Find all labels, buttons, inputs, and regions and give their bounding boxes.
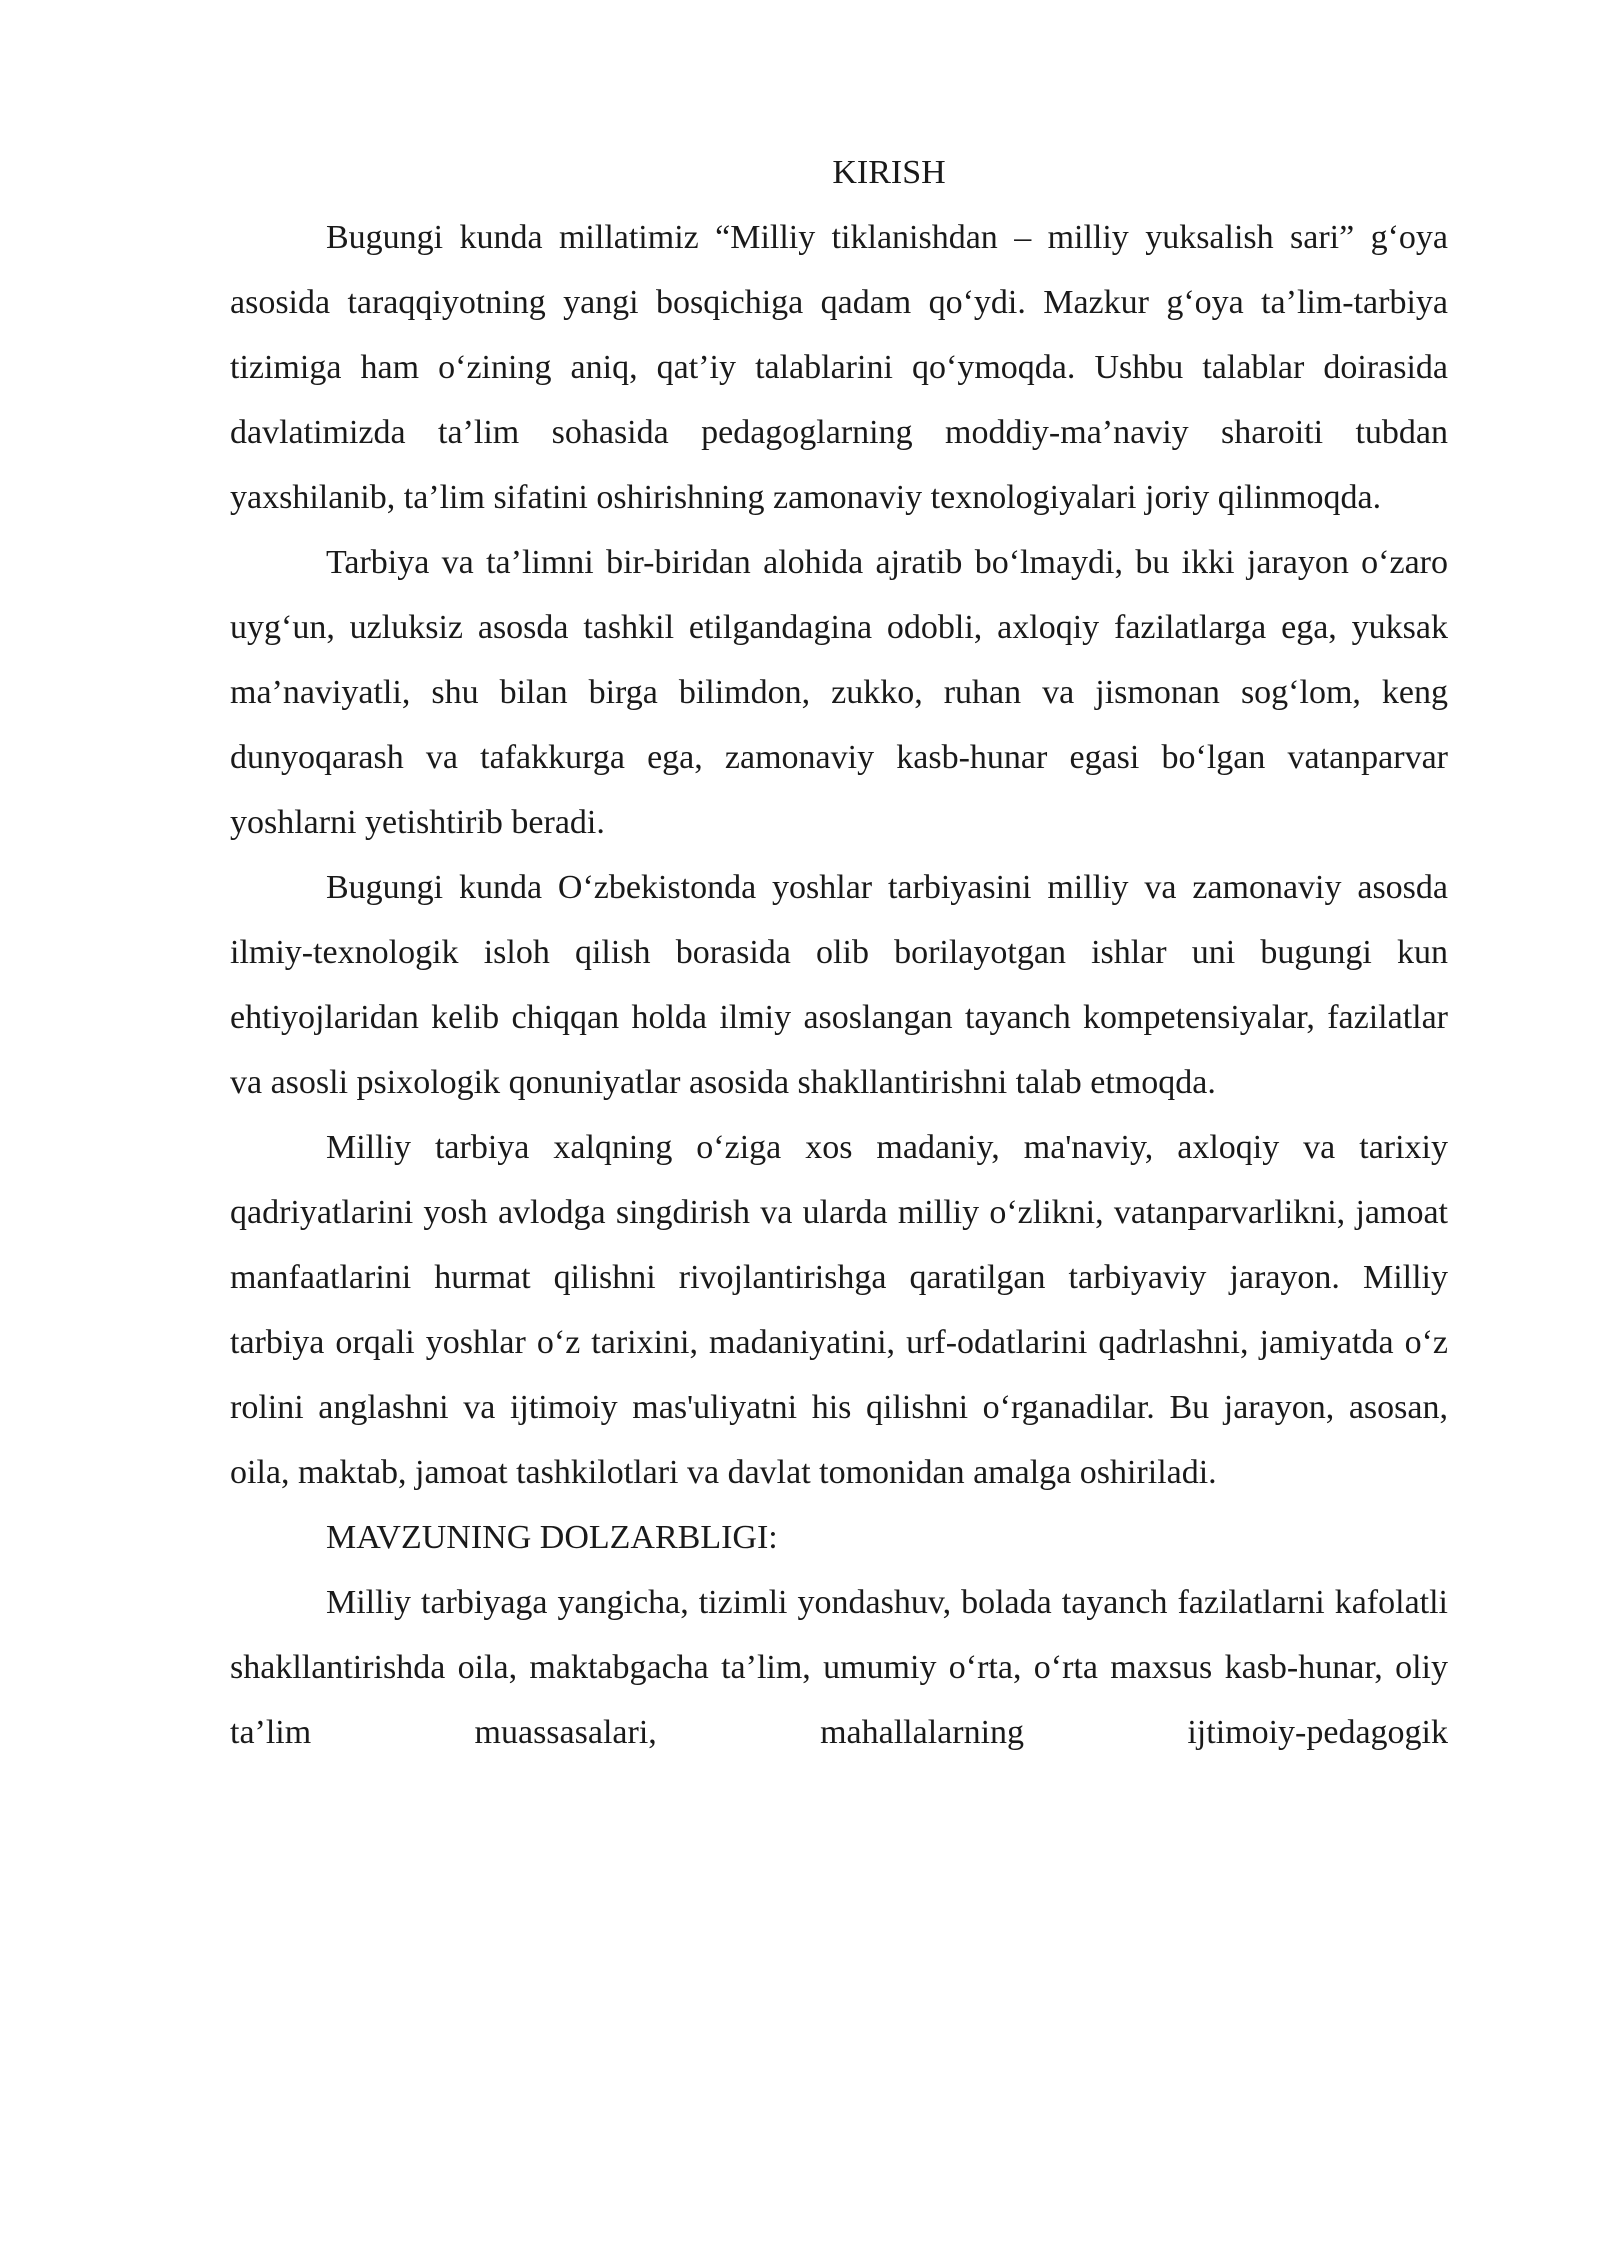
paragraph: Tarbiya va ta’limni bir-biridan alohida ajratib bo‘lmaydi, bu ikki jarayon o‘zaro uyg‘un, uzluksiz asosda tashkil etilgandagina odobli, axloqiy fazilatlarga ega, yuksak ma’naviyatli, shu bilan birga bilimdon, zukko, ruhan va jismonan sog‘lom, keng dunyoqarash va tafakkurga ega, zamonaviy kasb-hunar egasi bo‘lgan vatanparvar yoshlarni yetishtirib beradi. [230, 544, 1448, 841]
paragraph: Bugungi kunda millatimiz “Milliy tiklanishdan – milliy yuksalish sari” g‘oya asosida taraqqiyotning yangi bosqichiga qadam qo‘ydi. Mazkur g‘oya ta’lim-tarbiya tizimiga ham o‘zining aniq, qat’iy talablarini qo‘ymoqda. Ushbu talablar doirasida davlatimizda ta’lim sohasida pedagoglarning moddiy-ma’naviy sharoiti tubdan yaxshilanib, ta’lim sifatini oshirishning zamonaviy texnologiyalari joriy qilinmoqda. [230, 219, 1448, 516]
paragraph: Milliy tarbiya xalqning o‘ziga xos madaniy, ma'naviy, axloqiy va tarixiy qadriyatlarini yosh avlodga singdirish va ularda milliy o‘zlikni, vatanparvarlikni, jamoat manfaatlarini hurmat qilishni rivojlantirishga qaratilgan tarbiyaviy jarayon. Milliy tarbiya orqali yoshlar o‘z tarixini, madaniyatini, urf-odatlarini qadrlashni, jamiyatda o‘z rolini anglashni va ijtimoiy mas'uliyatni his qilishni o‘rganadilar. Bu jarayon, asosan, oila, maktab, jamoat tashkilotlari va davlat tomonidan amalga oshiriladi. [230, 1129, 1448, 1491]
document-body [230, 140, 1448, 1765]
paragraph: Bugungi kunda O‘zbekistonda yoshlar tarbiyasini milliy va zamonaviy asosda ilmiy-texnologik isloh qilish borasida olib borilayotgan ishlar uni bugungi kun ehtiyojlaridan kelib chiqqan holda ilmiy asoslangan tayanch kompetensiyalar, fazilatlar va asosli psixologik qonuniyatlar asosida shakllantirishni talab etmoqda. [230, 869, 1448, 1101]
section-heading: MAVZUNING DOLZARBLIGI: [326, 1519, 778, 1556]
page-title: KIRISH [832, 154, 946, 191]
paragraph: Milliy tarbiyaga yangicha, tizimli yondashuv, bolada tayanch fazilatlarni kafolatli shakllantirishda oila, maktabgacha ta’lim, umumiy o‘rta, o‘rta maxsus kasb-hunar, oliy ta’lim muassasalari, mahallalarning ijtimoiy-pedagogik [230, 1584, 1448, 1751]
